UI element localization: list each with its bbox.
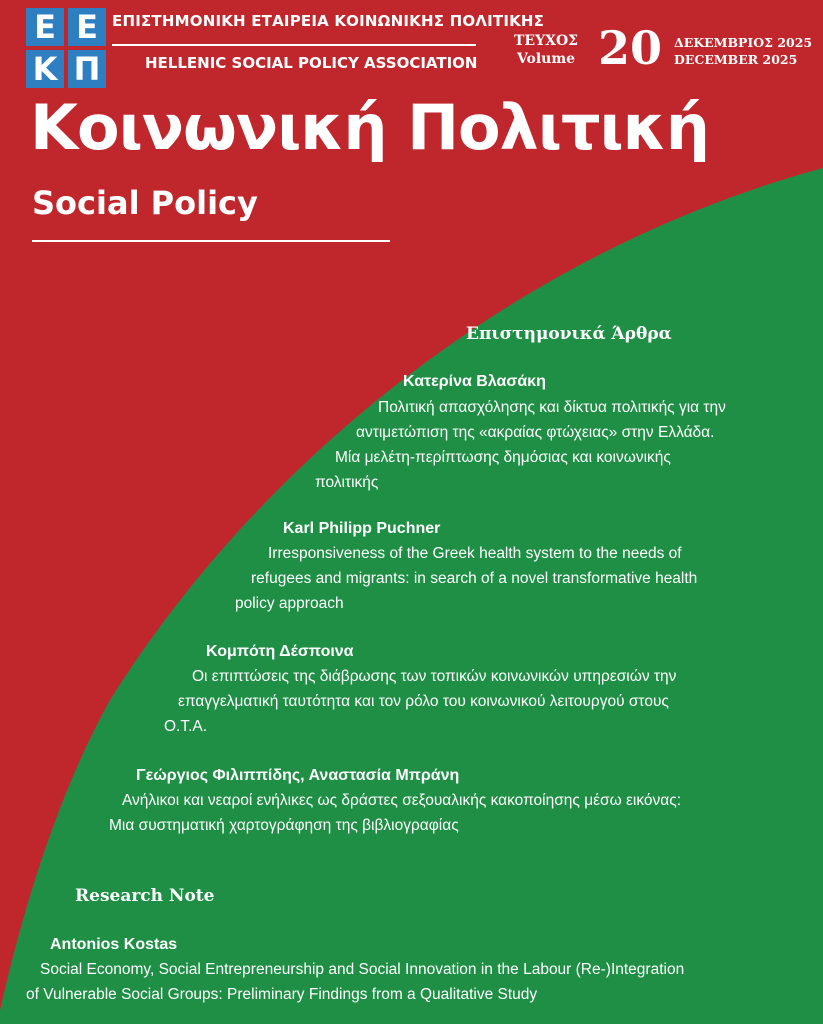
article-author: Karl Philipp Puchner bbox=[283, 520, 441, 537]
issue-date-greek: ΔΕΚΕΜΒΡΙΟΣ 2025 bbox=[674, 35, 813, 50]
logo-letter: Ε bbox=[26, 8, 64, 46]
issue-label bbox=[514, 32, 578, 68]
article-title-line: policy approach bbox=[235, 595, 344, 612]
article-title-line: Οι επιπτώσεις της διάβρωσης των τοπικών κοινωνικών υπηρεσιών την bbox=[192, 668, 677, 685]
association-logo bbox=[26, 8, 106, 88]
journal-title-greek: Κοινωνική Πολιτική bbox=[30, 91, 709, 164]
logo-letter: Ε bbox=[68, 8, 106, 46]
article-author: Κομπότη Δέσποινα bbox=[206, 643, 354, 660]
article-title-line: Πολιτική απασχόλησης και δίκτυα πολιτικής για την bbox=[378, 399, 726, 416]
article-title-line: αντιμετώπιση της «ακραίας φτώχειας» στην Ελλάδα. bbox=[356, 424, 715, 441]
article-author: Κατερίνα Βλασάκη bbox=[403, 373, 546, 390]
title-divider bbox=[32, 240, 390, 242]
article-title-line: Μια συστηματική χαρτογράφηση της βιβλιογραφίας bbox=[109, 817, 459, 834]
article-title-line: refugees and migrants: in search of a novel transformative health bbox=[251, 570, 698, 587]
article-title-line: Ο.Τ.Α. bbox=[164, 718, 208, 735]
article-title-line: Irresponsiveness of the Greek health system to the needs of bbox=[268, 545, 682, 562]
research-note-heading: Research Note bbox=[75, 886, 215, 906]
issue-label-greek: ΤΕΥΧΟΣ bbox=[514, 33, 579, 49]
articles-heading: Επιστημονικά Άρθρα bbox=[466, 324, 672, 344]
association-name-english: HELLENIC SOCIAL POLICY ASSOCIATION bbox=[145, 54, 478, 72]
issue-date bbox=[674, 34, 812, 68]
issue-number: 20 bbox=[598, 21, 663, 75]
article-title-line: επαγγελματική ταυτότητα και τον ρόλο του κοινωνικού λειτουργού στους bbox=[178, 693, 669, 710]
issue-date-english: DECEMBER 2025 bbox=[674, 52, 798, 67]
association-divider bbox=[112, 44, 476, 46]
research-note-title-line: of Vulnerable Social Groups: Preliminary Findings from a Qualitative Study bbox=[26, 986, 538, 1003]
article-title-line: Μία μελέτη-περίπτωσης δημόσιας και κοινωνικής bbox=[335, 449, 671, 466]
logo-letter: Κ bbox=[26, 50, 64, 88]
journal-title-english: Social Policy bbox=[32, 184, 258, 222]
article-author: Γεώργιος Φιλιππίδης, Αναστασία Μπράνη bbox=[136, 767, 460, 784]
research-note-title-line: Social Economy, Social Entrepreneurship and Social Innovation in the Labour (Re-)Integration bbox=[40, 961, 685, 978]
association-name-greek: ΕΠΙΣΤΗΜΟΝΙΚΗ ΕΤΑΙΡΕΙΑ ΚΟΙΝΩΝΙΚΗΣ ΠΟΛΙΤΙΚΗΣ bbox=[112, 12, 545, 30]
issue-label-english: Volume bbox=[516, 51, 576, 67]
article-title-line: Ανήλικοι και νεαροί ενήλικες ως δράστες σεξουαλικής κακοποίησης μέσω εικόνας: bbox=[122, 792, 682, 809]
logo-letter: Π bbox=[68, 50, 106, 88]
research-note-author: Antonios Kostas bbox=[50, 936, 178, 953]
article-title-line: πολιτικής bbox=[315, 474, 379, 491]
